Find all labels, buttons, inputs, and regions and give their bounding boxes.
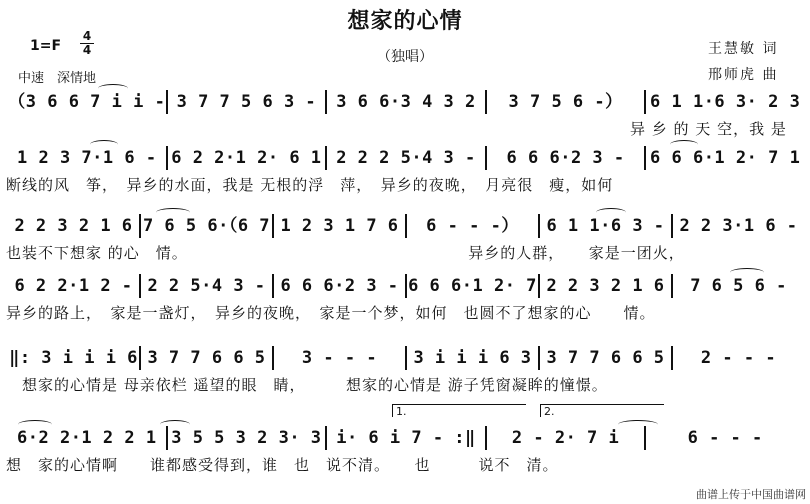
- measure: 1 2 3 7·1 6 -: [17, 148, 157, 168]
- measure: 7 6 5 6·（6 7: [139, 214, 272, 238]
- tie-mark: [156, 208, 190, 217]
- measure: 6·2 2·1 2 2 1: [17, 428, 157, 448]
- measure: 6 6 6·2 3 -: [272, 274, 405, 298]
- measure: 6 2 2·1 2· 6 1: [166, 146, 326, 170]
- tie-mark: [18, 420, 52, 429]
- lyric-line: 想 家的心情啊 谁都感受得到，谁 也 说不清。 也 说不 清。: [6, 456, 559, 474]
- source-watermark: 曲谱上传于中国曲谱网: [696, 488, 806, 501]
- measure: 2 2 3·1 6 -: [671, 214, 804, 238]
- measure: ‖: 3 i i i 6: [9, 348, 138, 368]
- measure: 2 - - -: [671, 346, 804, 370]
- second-ending: 2.: [540, 404, 664, 417]
- tie-mark: [596, 208, 626, 217]
- measure: 3 7 7 6 6 5: [139, 346, 272, 370]
- performance-type: （独唱）: [377, 49, 433, 65]
- measure: 3 i i i 6 3: [405, 346, 538, 370]
- lyric-line: 想家的心情是 母亲依栏 遥望的眼 睛， 想家的心情是 游子凭窗凝眸的憧憬。: [6, 376, 608, 394]
- lyric-line: 异 乡 的 天 空，我 是: [6, 120, 787, 138]
- tie-mark: [670, 140, 698, 149]
- measure: i· 6 i 7 - :‖: [325, 426, 485, 450]
- measure: 3 - - -: [272, 346, 405, 370]
- measure: 3 6 6·3 4 3 2: [325, 90, 485, 114]
- lyric-line: 也装不下想家 的心 情。 异乡的人群， 家是一团火，: [6, 244, 685, 262]
- measure: 2 - 2· 7 i: [485, 426, 645, 450]
- time-signature: [80, 30, 94, 57]
- first-ending: 1.: [392, 404, 526, 417]
- notation-line: [8, 424, 804, 450]
- key-signature: 1=F: [30, 38, 62, 54]
- tie-mark: [160, 420, 190, 429]
- measure: 6 6 6·1 2· 7 1: [644, 146, 804, 170]
- measure: 6 6 6·2 3 -: [485, 146, 645, 170]
- measure: 2 2 2 5·4 3 -: [325, 146, 485, 170]
- measure: 6 - - -: [644, 426, 804, 450]
- measure: 1 2 3 1 7 6: [272, 214, 405, 238]
- measure: 3 7 7 6 6 5: [538, 346, 671, 370]
- measure: 2 2 3 2 1 6: [538, 274, 671, 298]
- lyric-line: 断线的风 筝， 异乡的水面，我是 无根的浮 萍， 异乡的夜晚， 月亮很 瘦，如何: [6, 176, 614, 194]
- measure: （3 6 6 7 i i -: [8, 92, 166, 112]
- tie-mark: [730, 268, 764, 277]
- notation-line: [8, 344, 804, 370]
- meter-top: 4: [82, 29, 92, 43]
- measure: 6 6 6·1 2· 7: [405, 274, 538, 298]
- measure: 6 2 2·1 2 -: [14, 276, 133, 296]
- measure: 2 2 3 2 1 6: [14, 216, 133, 236]
- meter-bottom: 4: [80, 43, 94, 57]
- notation-line: [8, 212, 804, 238]
- measure: 3 5 5 3 2 3· 3: [166, 426, 326, 450]
- measure: 2 2 5·4 3 -: [139, 274, 272, 298]
- tie-mark: [90, 140, 118, 149]
- measure: 6 1 1·6 3 -: [538, 214, 671, 238]
- measure: 6 - - -）: [405, 214, 538, 238]
- song-title: 想家的心情: [347, 9, 463, 34]
- tempo-marking: 中速 深情地: [18, 71, 97, 86]
- notation-line: [8, 272, 804, 298]
- measure: 7 6 5 6 -: [671, 274, 804, 298]
- tie-mark: [98, 84, 128, 93]
- lyricist-credit: 王慧敏 词: [708, 41, 779, 57]
- measure: 3 7 7 5 6 3 -: [166, 90, 326, 114]
- tie-mark: [618, 420, 658, 429]
- lyric-line: 异乡的路上， 家是一盏灯， 异乡的夜晚， 家是一个梦，如何 也圆不了想家的心 情。: [6, 304, 656, 322]
- composer-credit: 邢师虎 曲: [708, 67, 779, 83]
- measure: 6 1 1·6 3· 2 3: [644, 90, 804, 114]
- measure: 3 7 5 6 -）: [485, 90, 645, 114]
